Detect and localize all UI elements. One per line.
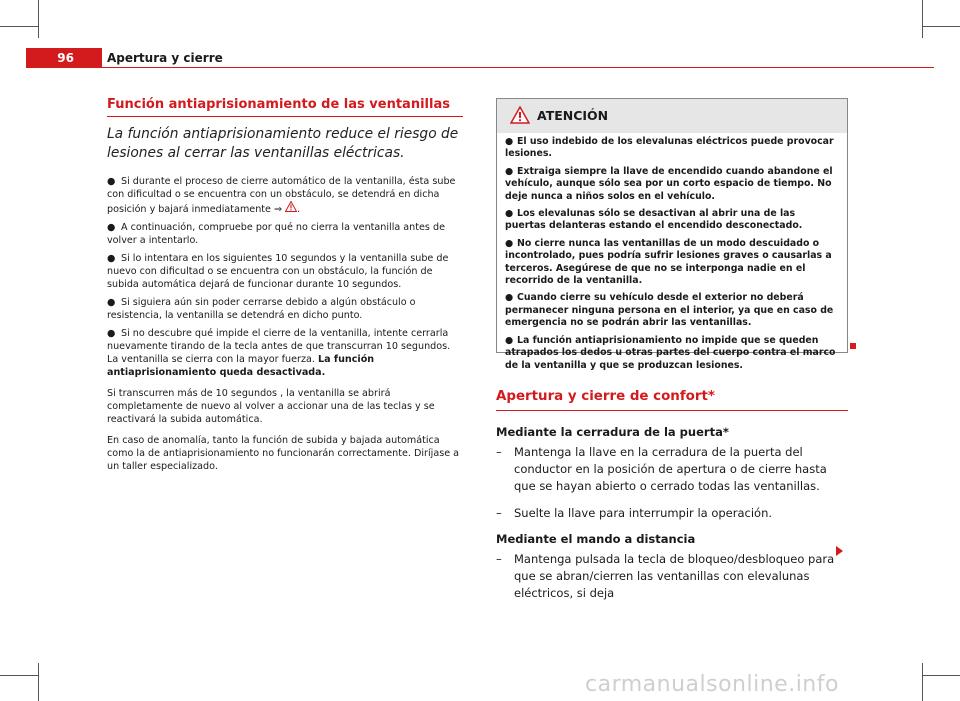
list-item: ● Si siguiera aún sin poder cerrarse debido a algún obstáculo o resistencia, la ventanilla se detendrá en dicho punto.: [107, 297, 416, 321]
warning-item: ● Los elevalunas sólo se desactivan al abrir una de las puertas delanteras estando el encendido desconectado.: [505, 208, 803, 232]
list-item: – Mantenga la llave en la cerradura de la puerta del conductor en la posición de apertura o de cierre hasta que se hayan abierto o cerrado todas las ventanillas.: [496, 445, 827, 493]
section-title: Apertura y cierre de confort*: [496, 389, 715, 404]
warning-icon[interactable]: [285, 202, 297, 215]
bullet-icon: ●: [107, 297, 116, 308]
crop-mark: [922, 26, 960, 27]
section-title: Función antiaprisionamiento de las ventanillas: [107, 97, 450, 112]
page-number: 96: [57, 51, 74, 65]
continue-arrow-icon: [836, 546, 843, 556]
bullet-icon: ●: [107, 176, 116, 187]
crop-mark: [0, 26, 38, 27]
watermark: carmanualsonline.info: [585, 672, 839, 697]
warning-item: ● Extraiga siempre la llave de encendido cuando abandone el vehículo, aunque sólo sea por un corto espacio de tiempo. No deje nunca a niños solos en el vehículo.: [505, 165, 833, 202]
list-item: – Mantenga pulsada la tecla de bloqueo/desbloqueo para que se abran/cierren las ventanillas con elevalunas eléctricos, si deja: [496, 552, 835, 600]
crop-mark: [0, 675, 38, 676]
page-number-box: [26, 48, 102, 68]
list-item: ● Si durante el proceso de cierre automático de la ventanilla, ésta sube con dificultad o se encuentra con un obstáculo, se detendrá en dicha posición y bajará inmediatamente ⇒ .: [107, 176, 456, 215]
section-rule: [107, 116, 463, 117]
bullet-icon: ●: [107, 253, 116, 264]
warning-header: [497, 99, 847, 133]
warning-item: ● Cuando cierre su vehículo desde el exterior no deberá permanecer ninguna persona en el interior, ya que en caso de emergencia no se podrán abrir las ventanillas.: [505, 292, 834, 329]
warning-icon: [510, 106, 530, 128]
header-rule: [102, 67, 934, 68]
crop-mark: [38, 663, 39, 701]
warning-item: ● El uso indebido de los elevalunas eléctricos puede provocar lesiones.: [505, 136, 834, 160]
header-title: Apertura y cierre: [107, 51, 223, 65]
left-column: [107, 96, 463, 481]
section-rule: [496, 410, 848, 411]
subsection-heading: Mediante la cerradura de la puerta*: [496, 425, 729, 439]
paragraph: Si transcurren más de 10 segundos , la ventanilla se abrirá completamente de nuevo al volver a accionar una de las teclas y se reactivará la subida automática.: [107, 388, 435, 425]
bold-note: La función antiaprisionamiento queda desactivada.: [107, 354, 375, 378]
warning-item: ● La función antiaprisionamiento no impide que se queden atrapados los dedos u otras partes del cuerpo contra el marco de la ventanilla y que se produzcan lesiones.: [505, 334, 836, 371]
page-header: [26, 48, 934, 68]
crop-mark: [922, 675, 960, 676]
bullet-icon: ●: [107, 222, 116, 233]
bullet-icon: ●: [107, 328, 116, 339]
warning-title: ATENCIÓN: [537, 108, 609, 123]
section-end-marker: [850, 343, 856, 349]
section-intro: La función antiaprisionamiento reduce el riesgo de lesiones al cerrar las ventanillas eléctricas.: [107, 126, 459, 161]
list-item: ● Si no descubre qué impide el cierre de la ventanilla, intente cerrarla nuevamente tirando de la tecla antes de que transcurran 10 segundos. La ventanilla se cierra con la mayor fuerza. La función antiaprisionamiento queda desactivada.: [107, 328, 451, 378]
crop-mark: [922, 0, 923, 38]
warning-box: [496, 98, 848, 371]
warning-item: ● No cierre nunca las ventanillas de un modo descuidado o incontrolado, pues podría sufrir lesiones graves o causarlas a terceros. Asegúrese de que no se interponga nadie en el recorrido de la ventanilla.: [505, 237, 832, 287]
crop-mark: [38, 0, 39, 38]
list-item: ● A continuación, compruebe por qué no cierra la ventanilla antes de volver a intentarlo.: [107, 222, 445, 246]
list-item: – Suelte la llave para interrumpir la operación.: [496, 506, 773, 520]
warning-body: [497, 133, 847, 372]
right-column: [496, 388, 848, 612]
crop-mark: [922, 663, 923, 701]
subsection-heading: Mediante el mando a distancia: [496, 532, 696, 546]
list-item: ● Si lo intentara en los siguientes 10 segundos y la ventanilla sube de nuevo con dificultad o se encuentra con un obstáculo, la función de subida automática dejará de funcionar durante 10 segundos.: [107, 253, 449, 290]
paragraph: En caso de anomalía, tanto la función de subida y bajada automática como la de antiaprisionamiento no funcionarán correctamente. Diríjase a un taller especializado.: [107, 435, 460, 472]
